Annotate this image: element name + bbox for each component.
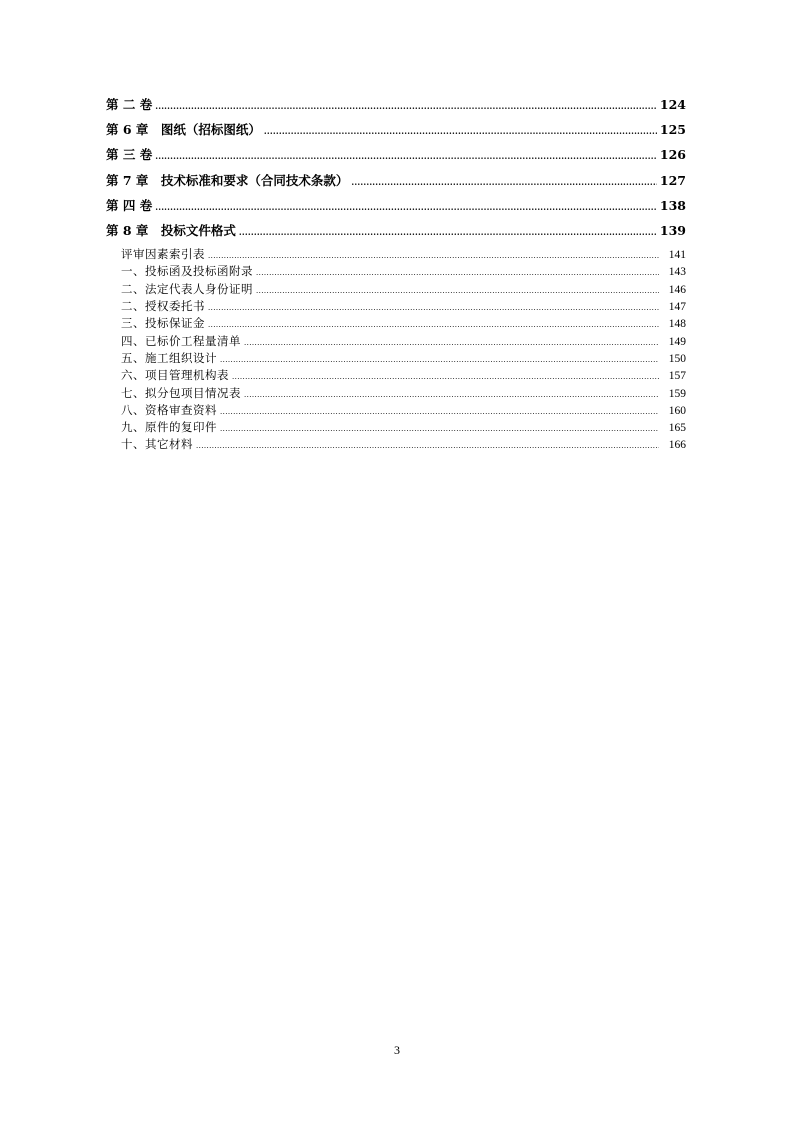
toc-dot-leader <box>155 101 657 111</box>
toc-subentry-page: 150 <box>668 352 686 365</box>
toc-subentry[interactable] <box>106 402 686 419</box>
toc-subentry-page: 143 <box>668 266 686 279</box>
toc-dot-leader <box>220 425 659 433</box>
toc-subentry-page: 148 <box>668 318 686 331</box>
toc-entry-title: 第 二 卷 <box>106 97 153 112</box>
toc-dot-leader <box>239 227 657 237</box>
page-number: 3 <box>394 1043 400 1057</box>
toc-dot-leader <box>155 202 657 212</box>
toc-subentry[interactable] <box>106 315 686 332</box>
table-of-contents <box>106 95 686 454</box>
toc-dot-leader <box>220 356 659 364</box>
toc-dot-leader <box>244 339 659 347</box>
toc-subentry[interactable] <box>106 385 686 402</box>
toc-subentry[interactable] <box>106 350 686 367</box>
toc-subentry-title: 六、项目管理机构表 <box>121 368 229 383</box>
toc-entry-volume-3[interactable] <box>106 145 686 170</box>
toc-subentry[interactable] <box>106 333 686 350</box>
toc-subentry[interactable] <box>106 281 686 298</box>
toc-subentry-title: 九、原件的复印件 <box>121 420 217 435</box>
toc-subentry-title: 二、授权委托书 <box>121 299 205 314</box>
toc-subentry-title: 一、投标函及投标函附录 <box>121 264 253 279</box>
toc-entry-title: 第 四 卷 <box>106 197 153 213</box>
toc-subentry-page: 165 <box>668 422 686 435</box>
toc-entry-title: 第 三 卷 <box>106 147 153 163</box>
toc-subentry-title: 评审因素索引表 <box>121 247 205 262</box>
toc-entry-page: 125 <box>659 122 686 138</box>
toc-dot-leader <box>155 151 657 161</box>
toc-entry-title: 第 7 章 技术标准和要求（合同技术条款） <box>106 172 349 188</box>
toc-entry-title: 第 6 章 图纸（招标图纸） <box>106 122 261 138</box>
toc-subentry-page: 149 <box>668 335 686 348</box>
toc-dot-leader <box>208 304 659 312</box>
toc-subentry-title: 七、拟分包项目情况表 <box>121 385 241 400</box>
toc-entry-page: 126 <box>659 147 686 163</box>
toc-subentry[interactable] <box>106 367 686 384</box>
toc-dot-leader <box>256 269 659 277</box>
toc-dot-leader <box>220 408 659 416</box>
toc-subentry-page: 141 <box>668 249 686 262</box>
toc-entry-chapter-6[interactable] <box>106 120 686 145</box>
toc-subentry-page: 159 <box>668 387 686 400</box>
toc-entry-page: 139 <box>659 222 686 238</box>
toc-subentry-page: 147 <box>668 301 686 314</box>
toc-subentry-title: 四、已标价工程量清单 <box>121 333 241 348</box>
toc-dot-leader <box>264 126 657 136</box>
toc-dot-leader <box>208 252 659 260</box>
toc-subentry-page: 157 <box>668 370 686 383</box>
toc-dot-leader <box>208 321 659 329</box>
toc-subentry-title: 三、投标保证金 <box>121 316 205 331</box>
toc-entry-page: 127 <box>659 172 686 188</box>
toc-entry-chapter-7[interactable] <box>106 171 686 196</box>
toc-dot-leader <box>351 177 657 187</box>
toc-entry-volume-4[interactable] <box>106 196 686 221</box>
toc-entry-chapter-8[interactable] <box>106 221 686 246</box>
toc-subentry[interactable] <box>106 246 686 263</box>
toc-entry-title: 第 8 章 投标文件格式 <box>106 222 236 238</box>
toc-subentry-page: 146 <box>668 283 686 296</box>
toc-entry-page: 124 <box>659 97 686 112</box>
toc-entry-page: 138 <box>659 197 686 213</box>
toc-subentry[interactable] <box>106 298 686 315</box>
toc-entry-volume-2[interactable] <box>106 95 686 120</box>
toc-dot-leader <box>256 287 659 295</box>
toc-subentry[interactable] <box>106 436 686 453</box>
toc-subentry-title: 五、施工组织设计 <box>121 350 217 365</box>
toc-dot-leader <box>232 373 659 381</box>
toc-subentry-page: 160 <box>668 404 686 417</box>
toc-subentry-title: 二、法定代表人身份证明 <box>121 281 253 296</box>
toc-subentry[interactable] <box>106 263 686 280</box>
toc-subentry-title: 八、资格审查资料 <box>121 402 217 417</box>
toc-subentry-title: 十、其它材料 <box>121 437 193 452</box>
toc-subentry[interactable] <box>106 419 686 436</box>
toc-subentry-page: 166 <box>668 439 686 452</box>
toc-dot-leader <box>244 391 659 399</box>
toc-dot-leader <box>196 442 659 450</box>
